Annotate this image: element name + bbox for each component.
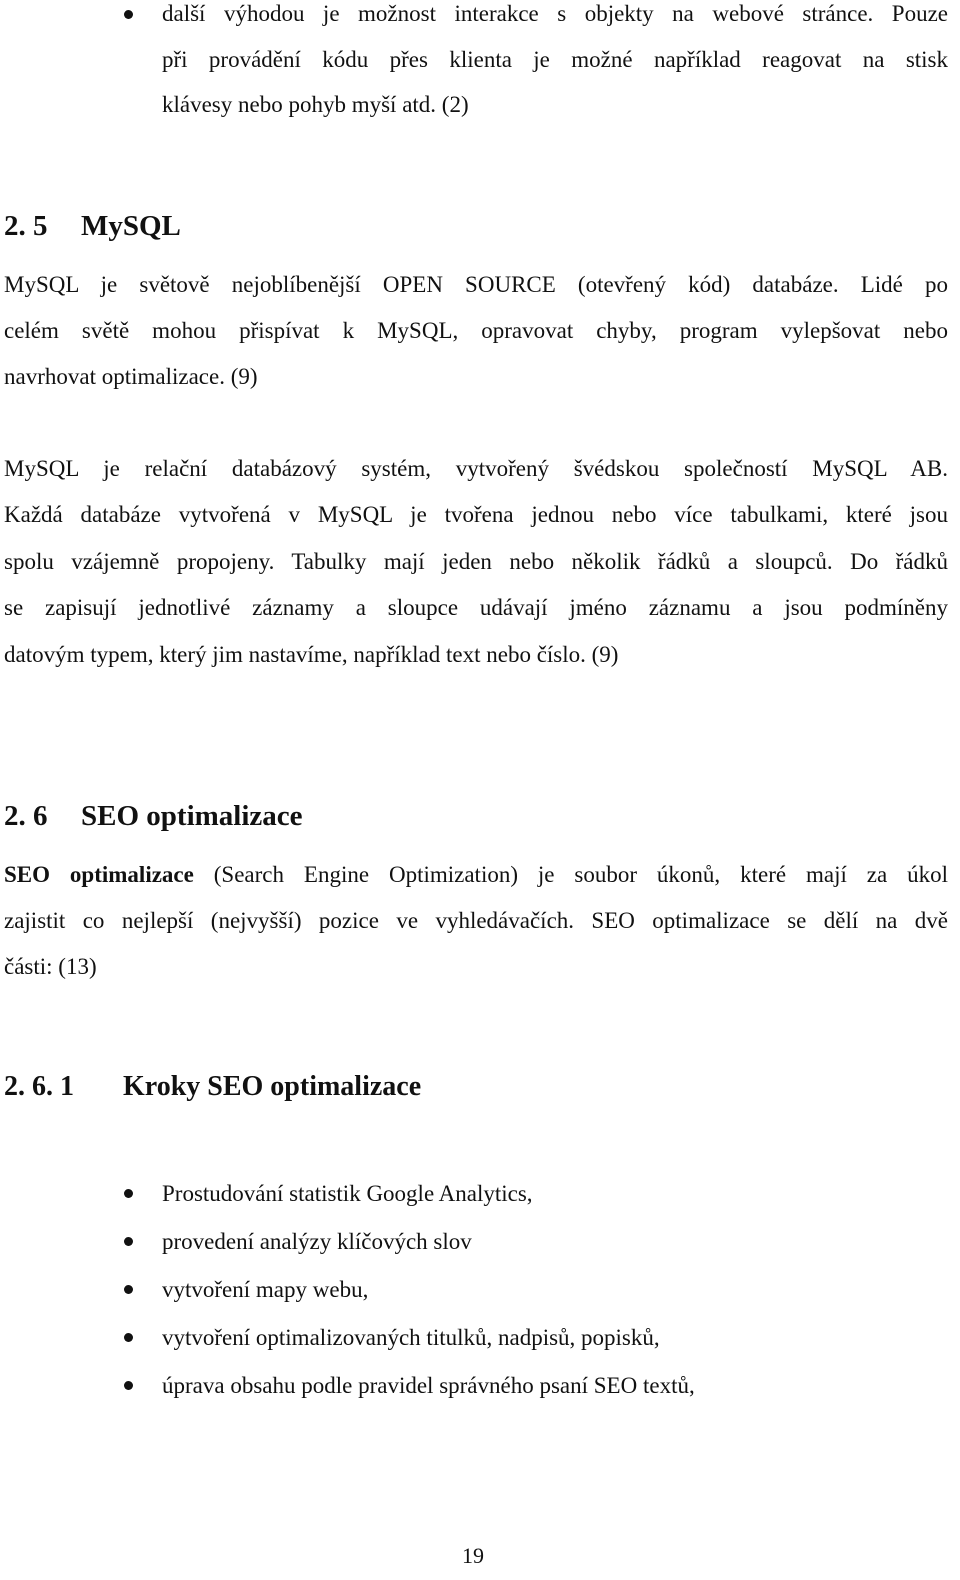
intro-bullet-line-2: při provádění kódu přes klienta je možné například reagovat na stisk: [162, 47, 948, 72]
section-heading-2-5: [4, 208, 48, 244]
intro-bullet-line-3: klávesy nebo pohyb myší atd. (2): [162, 92, 469, 117]
list-item: Prostudování statistik Google Analytics,: [162, 1181, 533, 1206]
section-heading-2-6: [4, 798, 48, 834]
seo-paragraph-line-1: [4, 851, 948, 898]
seo-line-1-rest: (Search Engine Optimization) je soubor úkonů, které mají za úkol: [193, 862, 948, 887]
subsection-title: Kroky SEO optimalizace: [123, 1071, 422, 1102]
bullet-icon: [124, 1381, 133, 1390]
mysql-paragraph-2-line-1: MySQL je relační databázový systém, vytvořený švédskou společností MySQL AB.: [4, 456, 948, 481]
bullet-icon: [124, 1333, 133, 1342]
mysql-paragraph-2-line-5: datovým typem, který jim nastavíme, například text nebo číslo. (9): [4, 642, 619, 667]
section-title: SEO optimalizace: [81, 800, 303, 832]
mysql-paragraph-2-line-4: se zapisují jednotlivé záznamy a sloupce udávají jméno záznamu a jsou podmíněny: [4, 595, 948, 620]
mysql-paragraph-2-line-3: spolu vzájemně propojeny. Tabulky mají jeden nebo několik řádků a sloupců. Do řádků: [4, 549, 948, 574]
seo-paragraph-line-2: zajistit co nejlepší (nejvyšší) pozice ve vyhledávačích. SEO optimalizace se dělí na dvě: [4, 908, 948, 933]
section-number: 2. 6: [4, 800, 48, 832]
list-item: úprava obsahu podle pravidel správného psaní SEO textů,: [162, 1373, 695, 1398]
mysql-paragraph-2-line-2: Každá databáze vytvořená v MySQL je tvořena jednou nebo více tabulkami, které jsou: [4, 502, 948, 527]
bullet-icon: [124, 10, 133, 19]
subsection-number: 2. 6. 1: [4, 1071, 74, 1102]
subsection-heading-2-6-1: [4, 1069, 74, 1105]
intro-bullet-line-1: další výhodou je možnost interakce s objekty na webové stránce. Pouze: [162, 1, 948, 26]
bullet-icon: [124, 1237, 133, 1246]
page-number: 19: [462, 1543, 484, 1568]
section-title: MySQL: [81, 210, 181, 242]
mysql-paragraph-1-line-3: navrhovat optimalizace. (9): [4, 364, 258, 389]
list-item: provedení analýzy klíčových slov: [162, 1229, 472, 1254]
list-item: vytvoření mapy webu,: [162, 1277, 369, 1302]
seo-paragraph-line-3: části: (13): [4, 954, 97, 979]
mysql-paragraph-1-line-1: MySQL je světově nejoblíbenější OPEN SOURCE (otevřený kód) databáze. Lidé po: [4, 272, 948, 297]
section-number: 2. 5: [4, 210, 48, 242]
seo-bold-lead: SEO optimalizace: [4, 862, 194, 887]
bullet-icon: [124, 1189, 133, 1198]
list-item: vytvoření optimalizovaných titulků, nadpisů, popisků,: [162, 1325, 660, 1350]
bullet-icon: [124, 1285, 133, 1294]
mysql-paragraph-1-line-2: celém světě mohou přispívat k MySQL, opravovat chyby, program vylepšovat nebo: [4, 318, 948, 343]
